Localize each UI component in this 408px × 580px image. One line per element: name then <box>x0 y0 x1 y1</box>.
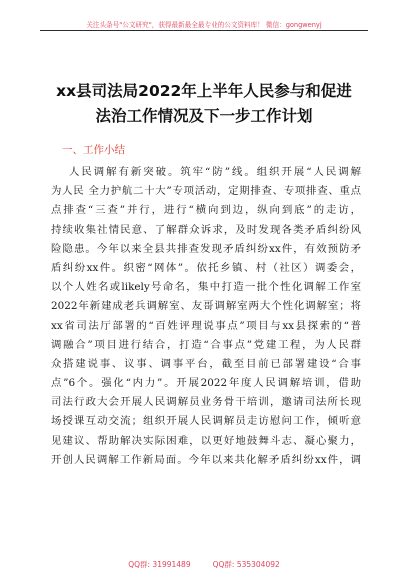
body-line: 盾纠纷xx件。织密“网体”。依托乡镇、村（社区）调委会， <box>51 261 361 274</box>
document-title <box>40 79 368 129</box>
body-paragraph <box>51 163 361 470</box>
body-line: 见建议、帮助解决实际困难，以更好地鼓舞斗志、凝心聚力， <box>51 434 361 447</box>
header-promo-note: 关注头条号"公文研究"，获得最新最全最专业的公文资料库！ 微信：gongwenyj <box>86 21 322 29</box>
title-line-1: xx县司法局2022年上半年人民参与和促进 <box>56 82 352 100</box>
body-line: 众搭建说事、议事、调事平台，截至目前已部署建设“合事 <box>51 357 361 370</box>
body-line: 以个人姓名或likely号命名，集中打造一批个性化调解工作室 <box>51 281 361 294</box>
section-heading: 一、工作小结 <box>62 144 125 156</box>
body-line: 点”6个。强化“内力”。开展2022年度人民调解培训，借助 <box>51 377 361 390</box>
body-line: 持续收集社情民意、了解群众诉求，及时发现各类矛盾纠纷风 <box>51 223 361 236</box>
footer-contact <box>0 559 408 570</box>
body-line: 险隐患。今年以来全县共排查发现矛盾纠纷xx件，有效预防矛 <box>51 242 361 255</box>
header-divider <box>40 30 368 31</box>
body-line: 开创人民调解工作新局面。今年以来共化解矛盾纠纷xx件，调 <box>51 453 361 466</box>
body-line: 调融合”项目进行结合，打造“合事点”党建工程，为人民群 <box>51 338 361 351</box>
body-line: 司法行政大会开展人民调解员业务骨干培训，邀请司法所长现 <box>51 396 361 409</box>
body-line: 为人民 全力护航二十大”专项活动，定期排查、专项排查、重点 <box>51 185 361 198</box>
body-line: 人民调解有新突破。筑牢“防”线。组织开展“人民调解 <box>69 166 361 178</box>
title-line-2: 法治工作情况及下一步工作计划 <box>95 107 313 125</box>
footer-qq-group-2: QQ群: 535304092 <box>212 560 280 569</box>
footer-qq-group-1: QQ群: 31991489 <box>128 560 191 569</box>
body-line: 2022年新建成老兵调解室、友哥调解室两大个性化调解室；将 <box>51 300 361 313</box>
body-line: 点排查“三查”并行，进行“横向到边，纵向到底”的走访， <box>51 204 361 217</box>
body-line: xx省司法厅部署的“百姓评理说事点”项目与xx县探索的“普 <box>51 319 361 332</box>
body-line: 场授课互动交流；组织开展人民调解员走访慰问工作，倾听意 <box>51 415 361 428</box>
